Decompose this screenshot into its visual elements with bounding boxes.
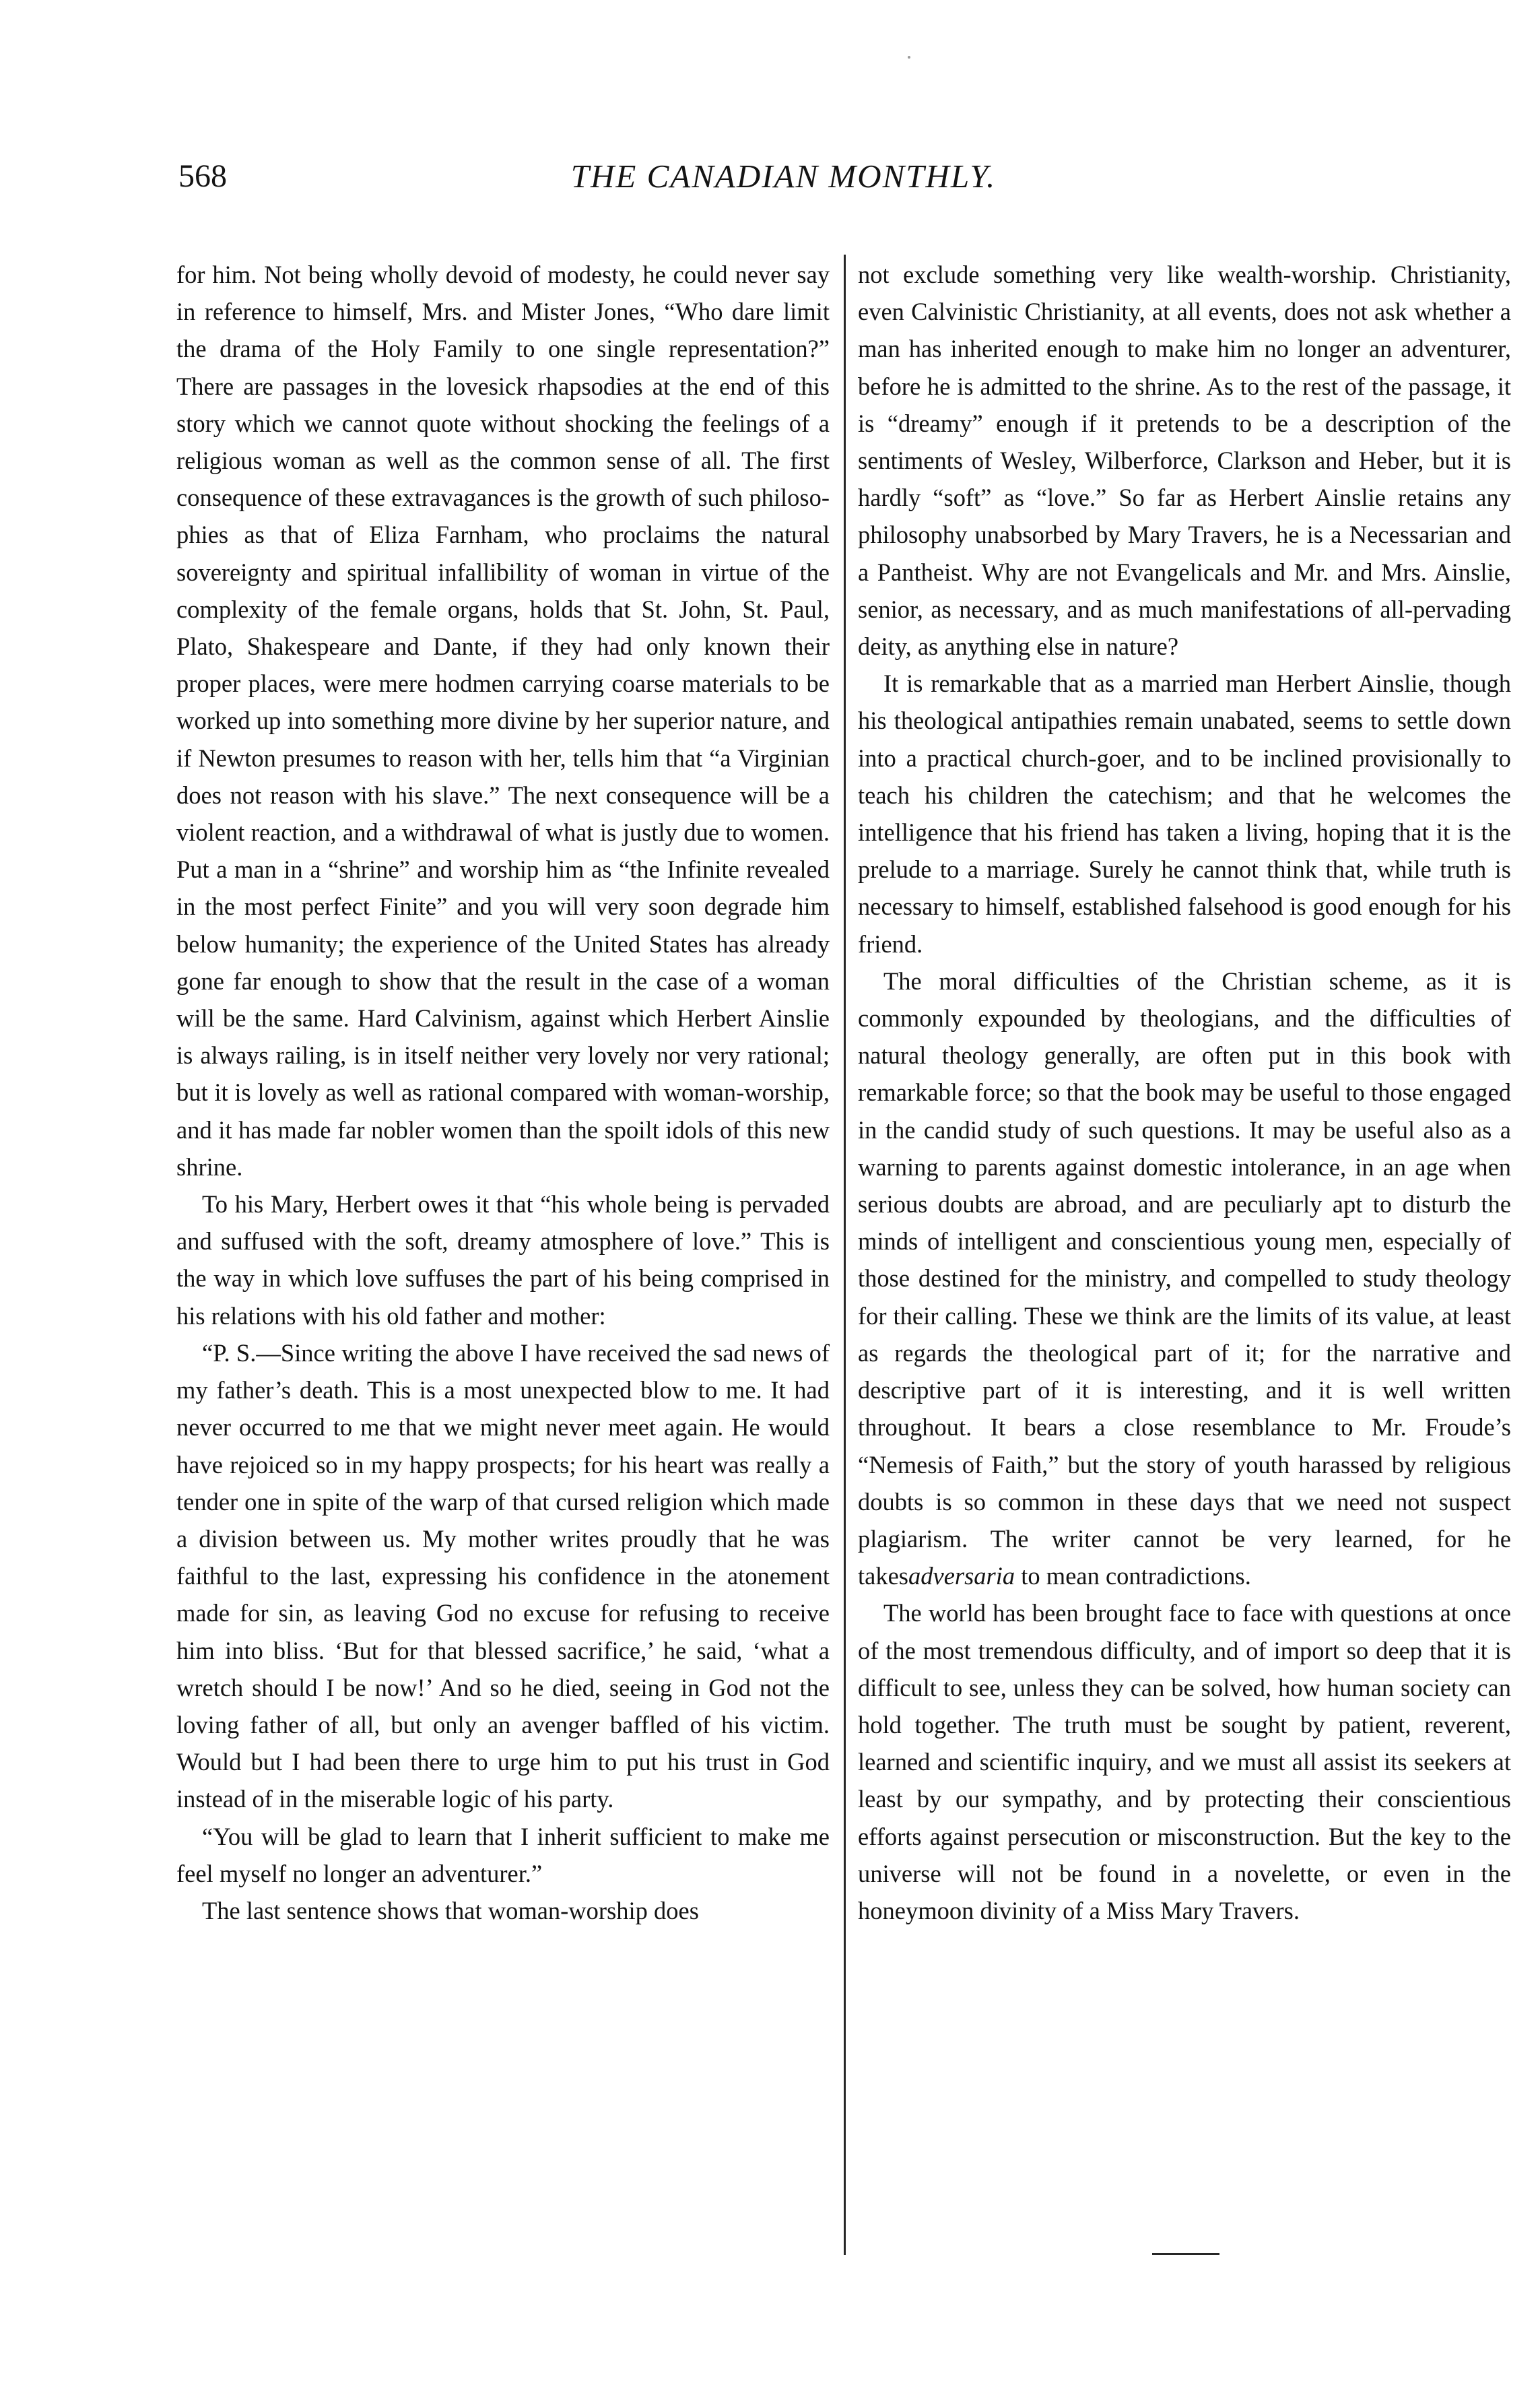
quoted-paragraph: “You will be glad to learn that I inherit sufficient to make me feel myself no longer an adventurer.”	[176, 1822, 830, 1887]
paragraph: It is remarkable that as a married man Herbert Ainslie, though his theological antipathies remain unabated, seems to settle down into a practical church-goer, and to be inclined provisionally to teach his children the catechism; and that he welcomes the intelligence that his friend has taken a living, hoping that it is the prelude to a marriage. Surely he cannot think that, while truth is necessary to himself, established falsehood is good enough for his friend.	[858, 670, 1511, 958]
quoted-paragraph: “P. S.—Since writing the above I have received the sad news of my father’s death. This is a most unexpected blow to me. It had never occurred to me that we might never meet again. He would have rejoiced so in my happy prospects; for his heart was really a tender one in spite of the warp of that cursed religion which made a division between us. My mother writes proudly that he was faithful to the last, expressing his confidence in the atonement made for sin, as leaving God no excuse for refusing to receive him into bliss. ‘But for that blessed sacrifice,’ he said, ‘what a wretch should I be now!’ And so he died, seeing in God not the loving father of all, but only an avenger baffled of his victim. Would but I had been there to urge him to put his trust in God instead of in the miserable logic of his party.	[176, 1338, 830, 1813]
left-column	[176, 256, 830, 1929]
paragraph: not exclude something very like wealth-worship. Christianity, even Calvinistic Christianity, at all events, does not ask whether a man has inherited enough to make him no longer an adventurer, before he is admitted to the shrine. As to the rest of the passage, it is “dreamy” enough if it pretends to be a description of the sentiments of Wesley, Wilberforce, Clarkson and Heber, but it is hardly “soft” as “love.” So far as Herbert Ainslie retains any philosophy unabsorbed by Mary Travers, he is a Necessarian and a Pantheist. Why are not Evangelicals and Mr. and Mrs. Ainslie, senior, as necessary, and as much manifestations of all-pervading deity, as anything else in nature?	[858, 261, 1511, 661]
paragraph: The last sentence shows that woman-worship does	[202, 1896, 699, 1924]
paragraph: To his Mary, Herbert owes it that “his whole being is pervaded and suffused with the soft, dreamy atmosphere of love.” This is the way in which love suffuses the part of his being comprised in his relations with his old father and mother:	[176, 1190, 830, 1330]
scan-speck	[908, 56, 910, 59]
end-rule	[1152, 2253, 1219, 2255]
paragraph-tail: to mean contradictions.	[1015, 1562, 1251, 1590]
column-rule	[844, 255, 846, 2255]
paragraph	[858, 963, 1511, 1594]
paragraph: for him. Not being wholly devoid of modesty, he could never say in reference to himself, Mrs. and Mister Jones, “Who dare limit the drama of the Holy Family to one single representation?” There are passages in the lovesick rhapsodies at the end of this story which we cannot quote without shocking the feelings of a religious woman as well as the common sense of all. The first consequence of these extravagances is the growth of such philosophies as that of Eliza Farnham, who proclaims the natural sovereignty and spiritual infallibility of woman in virtue of the complexity of the female organs, holds that St. John, St. Paul, Plato, Shakespeare and Dante, if they had only known their proper places, were mere hodmen carrying coarse materials to be worked up into something more divine by her superior nature, and if Newton presumes to reason with her, tells him that “a Virginian does not reason with his slave.” The next consequence will be a violent reaction, and a withdrawal of what is justly due to women. Put a man in a “shrine” and worship him as “the Infinite revealed in the most perfect Finite” and you will very soon degrade him below humanity; the experience of the United States has already gone far enough to show that the result in the case of a woman will be the same. Hard Calvinism, against which Herbert Ainslie is always railing, is in itself neither very lovely nor very rational; but it is lovely as well as rational compared with woman-worship, and it has made far nobler women than the spoilt idols of this new shrine.	[176, 261, 830, 1181]
page-number: 568	[178, 158, 227, 194]
paragraph-text: The moral difficulties of the Christian scheme, as it is commonly expounded by theologians, and the difficulties of natural theology generally, are often put in this book with remarkable force; so that the book may be useful to those engaged in the candid study of such questions. It may be useful also as a warning to parents against domestic intolerance, in an age when serious doubts are abroad, and are peculiarly apt to disturb the minds of intelligent and conscientious young men, especially of those destined for the ministry, and compelled to study theology for their calling. These we think are the limits of its value, at least as regards the theological part of it; for the narrative and descriptive part of it is interesting, and it is well written throughout. It bears a close resemblance to Mr. Froude’s “Nemesis of Faith,” but the story of youth harassed by religious doubts is so common in these days that we need not suspect plagiarism. The writer cannot be very learned, for he takes	[858, 967, 1511, 1590]
running-title: THE CANADIAN MONTHLY.	[570, 158, 997, 195]
paragraph: The world has been brought face to face with questions at once of the most tremendous difficulty, and of import so deep that it is difficult to see, unless they can be solved, how human society can hold together. The truth must be sought by patient, reverent, learned and scientific inquiry, and we must all assist its seekers at least by our sympathy, and by protecting their conscientious efforts against persecution or misconstruction. But the key to the universe will not be found in a novelette, or even in the honeymoon divinity of a Miss Mary Travers.	[858, 1599, 1511, 1924]
italic-term: adversaria	[908, 1562, 1015, 1590]
right-column	[858, 256, 1511, 1929]
